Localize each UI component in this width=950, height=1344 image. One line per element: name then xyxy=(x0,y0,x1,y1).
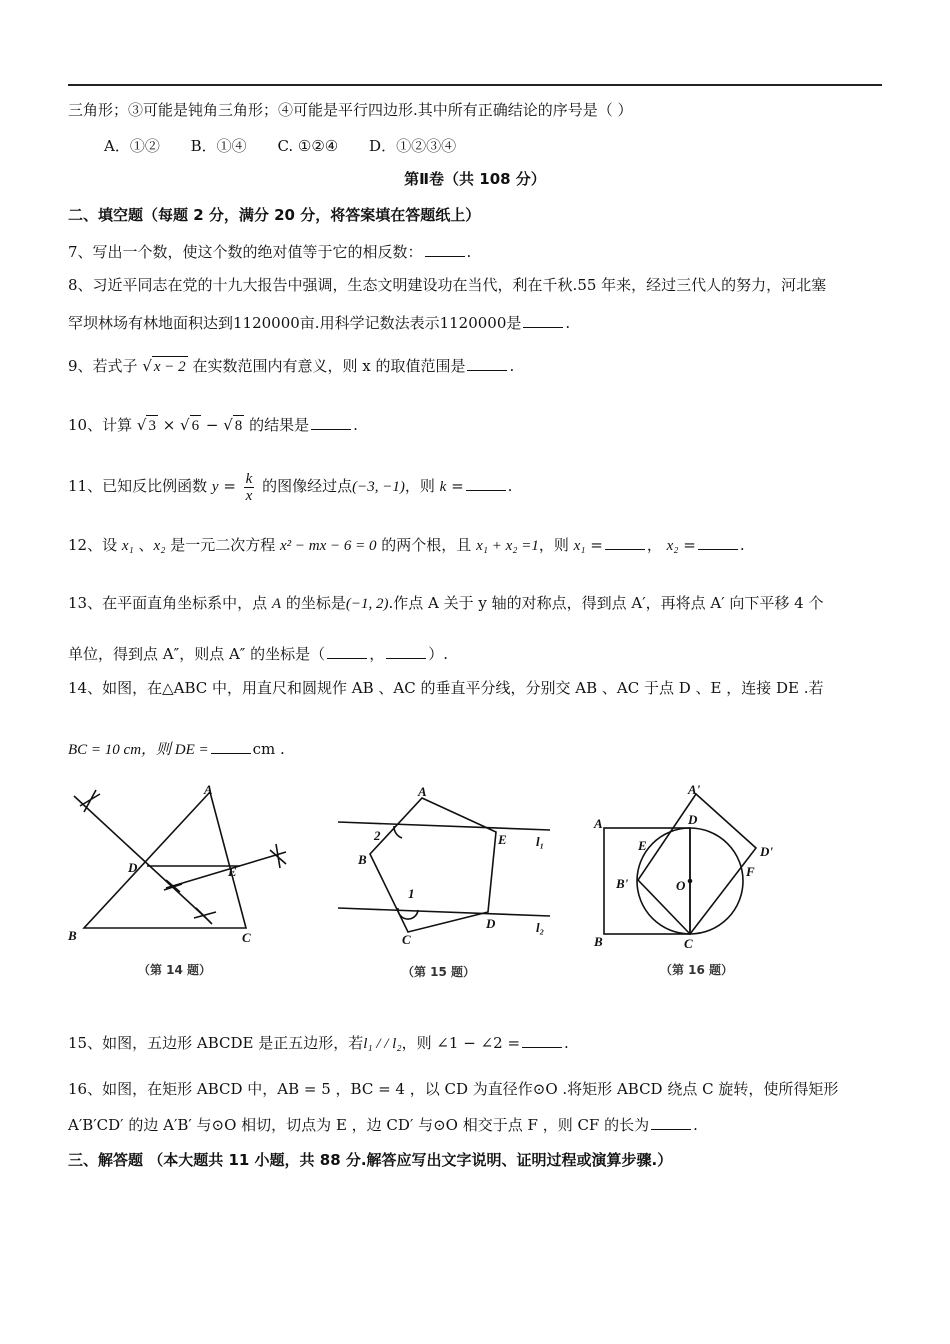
q13-pre: 13、在平面直角坐标系中，点 xyxy=(68,594,268,612)
fig16-label-d: D xyxy=(688,812,698,827)
fig16-label-e: E xyxy=(638,838,647,853)
fig16-label-b: B xyxy=(594,934,603,949)
section2-title: 二、填空题（每题 2 分，满分 20 分，将答案填在答题纸上） xyxy=(68,206,481,224)
fig16-label-d-prime: D' xyxy=(760,844,773,859)
fig16-label-f: F xyxy=(746,864,755,879)
fig15-label-b: B xyxy=(358,852,367,867)
answer-blank xyxy=(698,535,738,550)
q11-post: ，则 xyxy=(404,477,435,495)
q13-line2-text: 单位，得到点 A″，则点 A″ 的坐标是（ xyxy=(68,645,326,663)
q6-option-b: B．①④ xyxy=(190,137,247,155)
fig15-label-a: A xyxy=(418,784,427,799)
fig15-label-l1: l₁ xyxy=(536,834,545,849)
q6-option-c: C. ①②④ xyxy=(277,137,339,155)
answer-blank xyxy=(311,415,351,430)
fig15-label-c: C xyxy=(402,932,411,947)
q13-point: (−1, 2) xyxy=(345,596,389,612)
fig15-caption: （第 15 题） xyxy=(402,965,476,979)
section3-title: 三、解答题 （本大题共 11 小题，共 88 分.解答应写出文字说明、证明过程或演算步骤.） xyxy=(68,1151,673,1169)
q6-text: 三角形；③可能是钝角三角形；④可能是平行四边形.其中所有正确结论的序号是（ ） xyxy=(68,101,633,119)
radical-icon: √ xyxy=(180,416,190,434)
fig16-label-o: O xyxy=(676,878,686,893)
q11: 11、已知反比例函数 y = $\frac{k}{x}$ 的图像经过点(−3, −1)，则 k = . xyxy=(68,470,513,504)
q13-line1: 13、在平面直角坐标系中，点 A 的坐标是(−1, 2).作点 A 关于 y 轴的对称点，得到点 A′，再将点 A′ 向下平移 4 个 xyxy=(68,594,824,612)
q9-expression: x − 2 xyxy=(152,356,188,377)
q14-line2-pre: BC = 10 cm，则 DE = xyxy=(68,742,209,758)
fig16-label-c: C xyxy=(684,936,693,951)
fig16-label-a-prime: A' xyxy=(688,782,701,797)
fig14-label-d: D xyxy=(128,860,138,875)
q6-options xyxy=(104,136,482,156)
answer-blank xyxy=(327,644,367,659)
q9-pre: 9、若式子 xyxy=(68,357,138,375)
q15-pre: 15、如图，五边形 ABCDE 是正五边形，若 xyxy=(68,1034,364,1052)
q14-line2-post: cm . xyxy=(252,740,285,758)
answer-blank xyxy=(523,313,563,328)
q10-pre: 10、计算 xyxy=(68,416,133,434)
radical-icon: √ xyxy=(142,357,152,375)
q7: 7、写出一个数，使这个数的绝对值等于它的相反数： . xyxy=(68,243,472,261)
figure-15 xyxy=(330,782,560,957)
fig15-label-d: D xyxy=(486,916,496,931)
answer-blank xyxy=(522,1033,562,1048)
q16-line1: 16、如图，在矩形 ABCD 中，AB = 5 ，BC = 4 ，以 CD 为直径作⊙O .将矩形 ABCD 绕点 C 旋转，使所得矩形 xyxy=(68,1080,839,1098)
q12-pre: 12、设 xyxy=(68,536,118,554)
q16-line2: A′B′CD′ 的边 A′B′ 与⊙O 相切，切点为 E ，边 CD′ 与⊙O 相交于点 F ，则 CF 的长为 . xyxy=(68,1116,698,1134)
q10: 10、计算 √ 3 × √ 6 − √ 8 的结果是 . xyxy=(68,416,358,434)
q11-mid: 的图像经过点 xyxy=(262,477,353,495)
q6-option-a: A．①② xyxy=(104,137,160,155)
answer-blank xyxy=(425,242,465,257)
answer-blank xyxy=(211,739,251,754)
answer-blank xyxy=(605,535,645,550)
answer-blank xyxy=(651,1115,691,1130)
q13-line2: 单位，得到点 A″，则点 A″ 的坐标是（ ， ）. xyxy=(68,645,448,663)
q16-line2-text: A′B′CD′ 的边 A′B′ 与⊙O 相切，切点为 E ，边 CD′ 与⊙O 相交于点 F ，则 CF 的长为 xyxy=(68,1116,650,1134)
q12-post: ，则 xyxy=(538,536,569,554)
q8-line2-text: 罕坝林场有林地面积达到1120000亩.用科学记数法表示1120000是 xyxy=(68,314,522,332)
answer-blank xyxy=(466,476,506,491)
q12: 12、设 x₁ 、x₂ 是一元二次方程 x² − mx − 6 = 0 的两个根，且 x₁ + x₂ =1，则 x₁ = ， x₂ = . xyxy=(68,536,745,554)
fig15-label-l2: l₂ xyxy=(536,920,545,935)
answer-blank xyxy=(467,356,507,371)
fig14-label-b: B xyxy=(68,928,77,943)
fig14-caption: （第 14 题） xyxy=(138,963,212,977)
q14-line2 xyxy=(68,739,285,760)
q10-post: 的结果是 xyxy=(249,416,310,434)
fig14-label-c: C xyxy=(242,930,251,945)
q13-mid: 的坐标是 xyxy=(285,594,346,612)
q15-post: ，则 ∠1 − ∠2 = xyxy=(401,1034,521,1052)
radical-icon: √ xyxy=(223,416,233,434)
fig16-label-a: A xyxy=(594,816,603,831)
fig16-label-b-prime: B' xyxy=(616,876,629,891)
q12-condition: x₁ + x₂ =1 xyxy=(476,538,539,554)
q12-equation: x² − mx − 6 = 0 xyxy=(279,538,377,554)
q13-post: .作点 A 关于 y 轴的对称点，得到点 A′，再将点 A′ 向下平移 4 个 xyxy=(388,594,824,612)
fig15-angle-1: 1 xyxy=(408,886,415,901)
q11-pre: 11、已知反比例函数 xyxy=(68,477,208,495)
part2-title: 第Ⅱ卷（共 108 分） xyxy=(404,170,546,188)
fig14-label-e: E xyxy=(228,864,237,879)
q15: 15、如图，五边形 ABCDE 是正五边形，若l₁ / / l₂，则 ∠1 − ∠2 = . xyxy=(68,1034,569,1052)
q8-line1: 8、习近平同志在党的十九大报告中强调，生态文明建设功在当代，利在千秋.55 年来，经过三代人的努力，河北塞 xyxy=(68,276,827,294)
q12-mid: 是一元二次方程 xyxy=(170,536,276,554)
fig14-label-a: A xyxy=(204,782,213,797)
figure-16 xyxy=(588,780,798,958)
radical-icon: √ xyxy=(136,416,147,434)
answer-blank xyxy=(386,644,426,659)
q15-condition: l₁ / / l₂ xyxy=(363,1036,402,1052)
fig15-angle-2: 2 xyxy=(374,828,381,843)
q9: 9、若式子 √ x − 2 在实数范围内有意义，则 x 的取值范围是 . xyxy=(68,357,515,375)
q7-text: 7、写出一个数，使这个数的绝对值等于它的相反数： xyxy=(68,243,423,261)
top-rule xyxy=(68,84,882,86)
fig15-label-e: E xyxy=(498,832,507,847)
q11-fraction: $\frac{k}{x}$ xyxy=(245,470,253,504)
q6-option-d: D．①②③④ xyxy=(369,137,457,155)
q11-point: (−3, −1) xyxy=(352,479,405,495)
fig16-caption: （第 16 题） xyxy=(660,963,734,977)
figure-14 xyxy=(66,780,306,955)
q9-post: 在实数范围内有意义，则 x 的取值范围是 xyxy=(192,357,466,375)
q14-line1: 14、如图，在△ABC 中，用直尺和圆规作 AB 、AC 的垂直平分线，分别交 AB 、AC 于点 D 、E ，连接 DE .若 xyxy=(68,679,824,697)
q8-line2: 罕坝林场有林地面积达到1120000亩.用科学记数法表示1120000是 . xyxy=(68,314,571,332)
q12-mid2: 的两个根，且 xyxy=(381,536,472,554)
